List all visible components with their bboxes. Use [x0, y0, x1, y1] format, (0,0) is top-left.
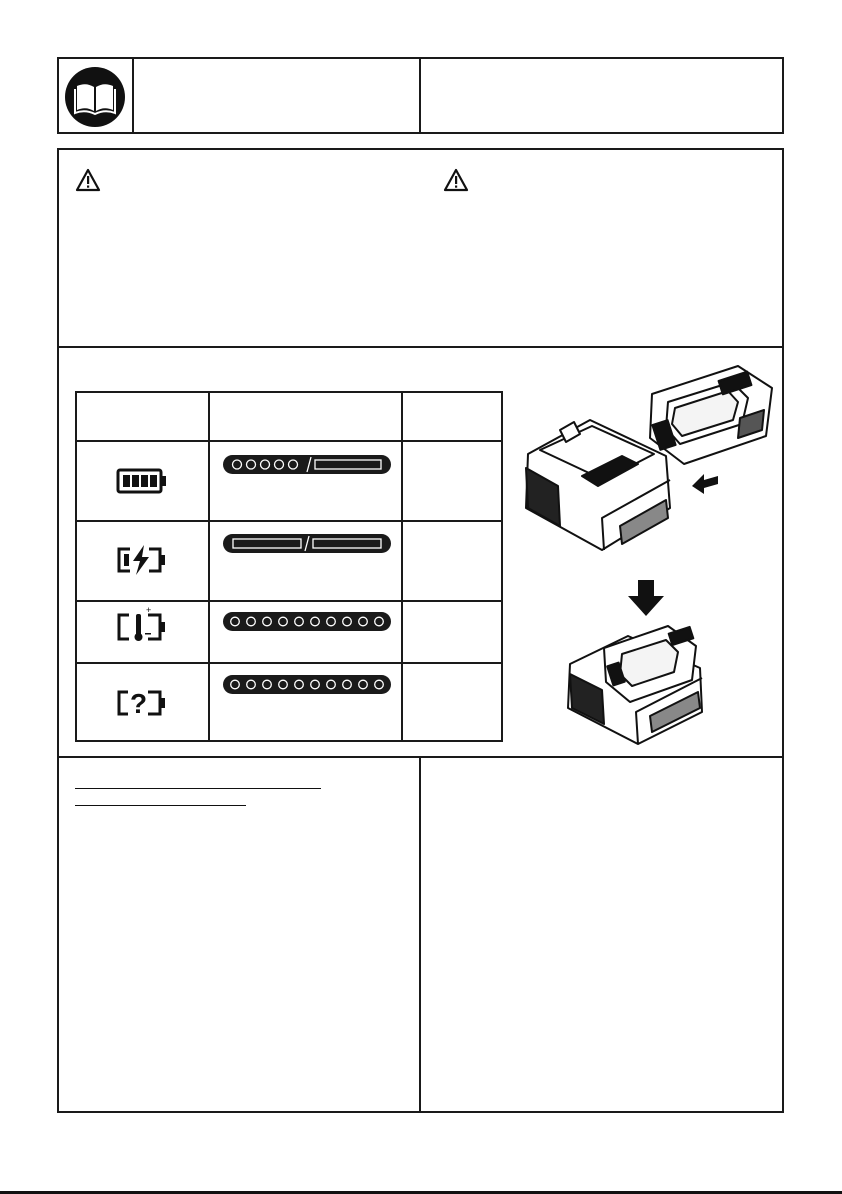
charger-with-battery-icon — [568, 626, 702, 744]
charger-icon — [526, 420, 670, 550]
header-cell-meaning — [402, 392, 502, 441]
header-left-text — [145, 80, 405, 104]
down-arrow-icon — [628, 580, 664, 616]
warning-triangle-icon — [75, 168, 101, 192]
battery-full-icon — [116, 467, 168, 500]
heading-underline-1 — [75, 788, 321, 789]
battery-charging-icon — [116, 544, 168, 581]
led-pattern-blink-then-solid — [223, 455, 391, 474]
manual-book-icon — [64, 66, 126, 128]
warning-triangle-icon — [443, 168, 469, 192]
led-pattern-blinking — [223, 675, 391, 694]
svg-text:+: + — [146, 607, 152, 615]
table-header-row — [76, 392, 502, 441]
header-cell-status — [76, 392, 209, 441]
header-divider-2 — [419, 57, 421, 134]
header-right-text — [432, 80, 772, 104]
led-pattern-blinking — [223, 612, 391, 631]
header-divider-1 — [132, 57, 134, 134]
battery-pack-icon — [650, 366, 772, 464]
battery-temperature-icon — [116, 607, 168, 648]
led-pattern-solid — [223, 534, 391, 553]
section-divider-1 — [57, 346, 784, 348]
battery-fault-icon — [116, 686, 168, 725]
insert-arrow-icon — [692, 474, 718, 494]
section-divider-3 — [419, 756, 421, 1113]
charger-illustration — [520, 358, 778, 748]
svg-text:?: ? — [130, 688, 148, 719]
header-cell-led — [209, 392, 402, 441]
heading-underline-2 — [75, 805, 246, 806]
